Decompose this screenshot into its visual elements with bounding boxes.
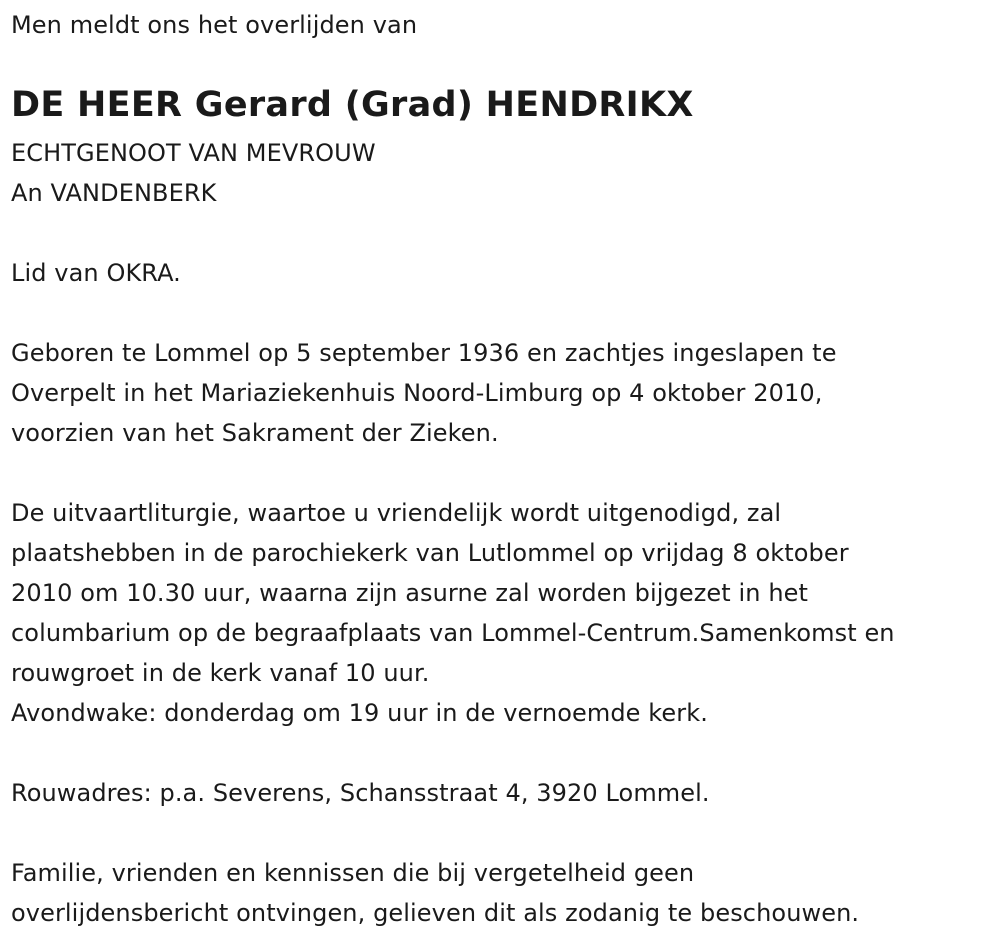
family-note-paragraph (11, 853, 859, 933)
paragraph-line: Geboren te Lommel op 5 september 1936 en zachtjes ingeslapen te (11, 339, 837, 367)
membership-block (11, 253, 181, 293)
birth-death-paragraph (11, 333, 837, 453)
deceased-name: DE HEER Gerard (Grad) HENDRIKX (11, 85, 694, 125)
spouse-line: ECHTGENOOT VAN MEVROUW (11, 139, 376, 167)
spouse-block (11, 133, 376, 213)
address-block (11, 773, 710, 813)
vigil-line: Avondwake: donderdag om 19 uur in de vernoemde kerk. (11, 699, 708, 727)
mourning-address: Rouwadres: p.a. Severens, Schansstraat 4, 3920 Lommel. (11, 779, 710, 807)
paragraph-line: rouwgroet in de kerk vanaf 10 uur. (11, 659, 430, 687)
paragraph-line: columbarium op de begraafplaats van Lommel-Centrum.Samenkomst en (11, 619, 895, 647)
spouse-name: An VANDENBERK (11, 179, 217, 207)
intro-text: Men meldt ons het overlijden van (11, 11, 418, 39)
paragraph-line: De uitvaartliturgie, waartoe u vriendelijk wordt uitgenodigd, zal (11, 499, 782, 527)
paragraph-line: overlijdensbericht ontvingen, gelieven dit als zodanig te beschouwen. (11, 899, 860, 927)
membership-text: Lid van OKRA. (11, 259, 181, 287)
paragraph-line: Overpelt in het Mariaziekenhuis Noord-Limburg op 4 oktober 2010, (11, 379, 823, 407)
paragraph-line: plaatshebben in de parochiekerk van Lutlommel op vrijdag 8 oktober (11, 539, 849, 567)
paragraph-line: Familie, vrienden en kennissen die bij vergetelheid geen (11, 859, 695, 887)
paragraph-line: 2010 om 10.30 uur, waarna zijn asurne zal worden bijgezet in het (11, 579, 809, 607)
funeral-paragraph (11, 493, 895, 733)
paragraph-line: voorzien van het Sakrament der Zieken. (11, 419, 499, 447)
